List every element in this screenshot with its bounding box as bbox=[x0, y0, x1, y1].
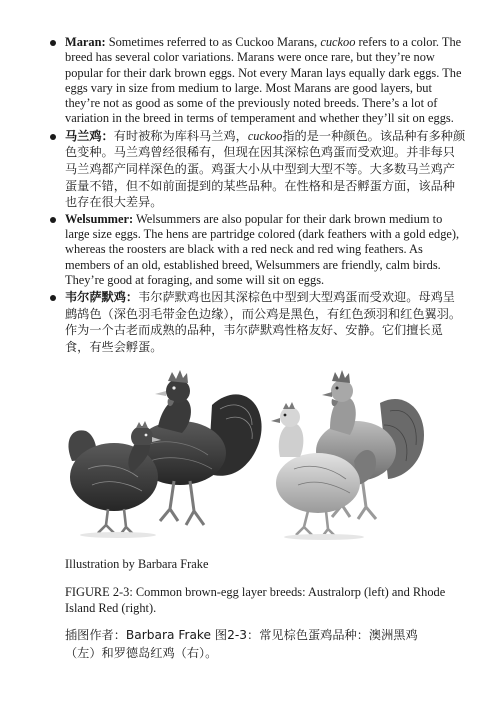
figure-caption-zh: 插图作者：Barbara Frake 图2-3：常见棕色蛋鸡品种：澳洲黑鸡（左）和罗德岛红鸡（右）。 bbox=[65, 628, 418, 660]
list-item-welsummer-zh bbox=[48, 289, 466, 355]
breed-list bbox=[48, 35, 466, 357]
breed-description: Sometimes referred to as Cuckoo Marans, bbox=[105, 35, 321, 49]
bullet-icon bbox=[50, 134, 56, 140]
illustration-credit: Illustration by Barbara Frake bbox=[65, 557, 209, 571]
breed-description: 指的是一种颜色。该品种有多种颜色变种。马兰鸡曾经很稀有，但现在因其深棕色鸡蛋而受欢迎。并非每只马兰鸡都产同样深色的蛋。鸡蛋大小从中型到大型不等。大多数马兰鸡产蛋量不错，但不如前面提到的某些品种。在性格和是否孵蛋方面，该品种也存在很大差异。 bbox=[65, 128, 466, 210]
breed-description: 韦尔萨默鸡也因其深棕色中型到大型鸡蛋而受欢迎。母鸡呈鹧鸪色（深色羽毛带金色边缘），而公鸡是黑色，有红色颈羽和红色翼羽。作为一个古老而成熟的品种，韦尔萨默鸡性格友好、安静。它们擅长觅食，有些会孵蛋。 bbox=[65, 290, 462, 355]
breed-term: 韦尔萨默鸡： bbox=[65, 290, 139, 305]
breed-term: Maran: bbox=[65, 35, 106, 49]
breed-description: 有时被称为库科马兰鸡， bbox=[113, 128, 248, 143]
italic-term: cuckoo bbox=[247, 128, 283, 143]
list-item-welsummer-en bbox=[48, 212, 466, 288]
breed-description: refers to a color. The breed has several color variations. Marans were once rare, but they’re now popular for their dark brown eggs. Not every Maran lays equally dark eggs. The eggs vary in size from medium to large. Most Marans are good layers, but they’re not as good as some of the previously noted breeds. There’s a lot of variation in the breed in terms of temperament and whether they’ll sit on eggs. bbox=[65, 35, 462, 126]
list-item-maran-en bbox=[48, 35, 466, 127]
breed-description: Welsummers are also popular for their dark brown medium to large size eggs. The hens are partridge colored (dark feathers with a gold edge), whereas the roosters are black with a red neck and red wing feathers. As members of an old, established breed, Welsummers are friendly, calm birds. They’re good at foraging, and some will sit on eggs. bbox=[65, 211, 460, 287]
australorp-rooster-drawing bbox=[134, 370, 262, 525]
chicken-illustration bbox=[62, 365, 438, 543]
bullet-icon bbox=[50, 217, 56, 223]
breed-term: 马兰鸡： bbox=[65, 128, 114, 143]
bullet-icon bbox=[50, 40, 56, 46]
list-item-maran-zh bbox=[48, 128, 466, 211]
breed-term: Welsummer: bbox=[65, 211, 134, 226]
italic-term: cuckoo bbox=[320, 35, 356, 49]
australorp-hen-drawing bbox=[68, 421, 161, 538]
figure-caption-en: FIGURE 2-3: Common brown-egg layer breeds: Australorp (left) and Rhode Island Red (right). bbox=[65, 585, 446, 615]
bullet-icon bbox=[50, 295, 56, 301]
